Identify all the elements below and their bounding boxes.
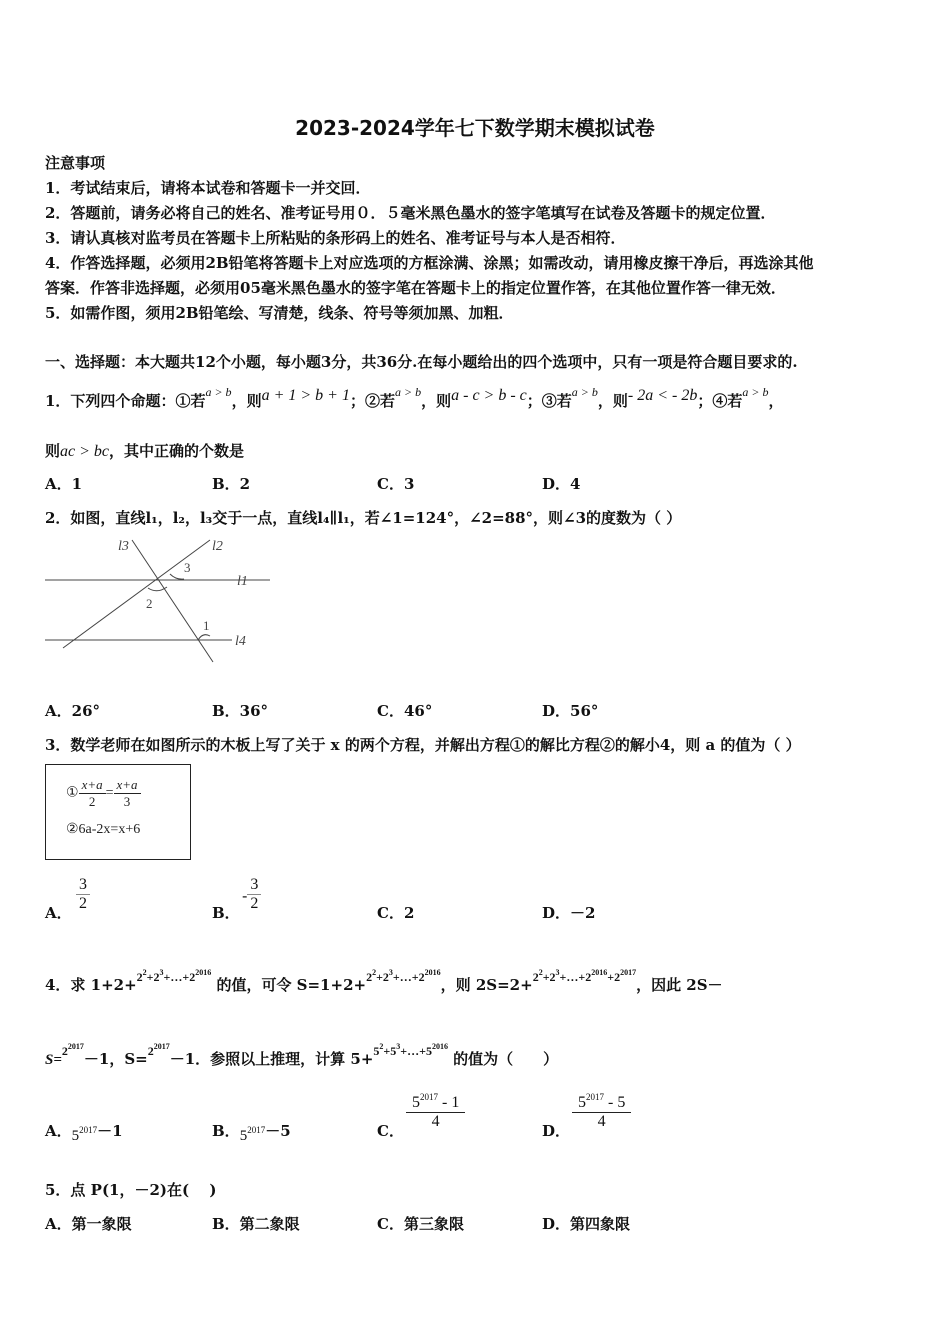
q4-text: －1，S=	[83, 1050, 148, 1068]
label-angle-1: 1	[203, 618, 210, 633]
angle-1-arc	[198, 635, 210, 640]
q4-power: 22017	[61, 1042, 84, 1058]
q1-math: ac > bc	[60, 443, 110, 460]
label-l4: l4	[235, 634, 246, 649]
label-angle-3: 3	[184, 560, 191, 575]
q3-b-frac	[247, 876, 261, 913]
q4-plus: +	[146, 970, 154, 984]
q1-text: 1．下列四个命题：①若	[45, 392, 206, 410]
q4-power: 53	[390, 1042, 401, 1058]
q3-a-num: 3	[76, 876, 90, 895]
q1-math: a > b	[742, 385, 769, 399]
q2-option-d[interactable]: D．56°	[542, 702, 599, 720]
question-3-text: 3．数学老师在如图所示的木板上写了关于 x 的两个方程，并解出方程①的解比方程②的解小4，则 a 的值为（ ）	[45, 736, 801, 754]
notice-item: 2．答题前，请务必将自己的姓名、准考证号用０．５毫米黑色墨水的签字笔填写在试卷及答题卡的规定位置．	[45, 204, 776, 222]
label-l2: l2	[212, 539, 223, 554]
q4-power: 22016	[189, 968, 212, 984]
q2-option-a[interactable]: A．26°	[45, 702, 101, 720]
q4-d-num: $5^{2017} - 5$	[572, 1094, 631, 1113]
eq1-right-den: 3	[123, 794, 131, 809]
q4-option-c-value[interactable]	[406, 1094, 465, 1131]
q4-power: 22017	[614, 968, 637, 984]
label-l1: l1	[237, 574, 248, 589]
eq1-right-num: x+a	[114, 777, 141, 794]
q1-math: a > b	[571, 385, 598, 399]
q4-b-power: $5^{2017}$	[239, 1125, 266, 1144]
eq1-mark: ①	[66, 785, 79, 801]
question-2-text: 2．如图，直线l₁，l₂，l₃交于一点，直线l₄∥l₁，若∠1=124°，∠2=88°，则∠3的度数为（ ）	[45, 509, 682, 527]
q4-a-label: A．	[45, 1122, 72, 1140]
q1-text: ，则	[231, 392, 262, 410]
q5-option-d[interactable]: D．第四象限	[542, 1215, 631, 1233]
page-title: 2023-2024学年七下数学期末模拟试卷	[295, 116, 655, 140]
q4-option-d-label[interactable]: D．	[542, 1122, 571, 1140]
q4-power: 22	[366, 968, 377, 984]
question-1-line1	[45, 385, 784, 411]
q4-text: ，则 2S=2+	[440, 976, 533, 994]
q4-c-frac	[406, 1094, 465, 1131]
notice-item: 1．考试结束后，请将本试卷和答题卡一并交回．	[45, 179, 371, 197]
q3-option-d[interactable]: D．－2	[542, 904, 596, 922]
q1-text: 则	[45, 442, 61, 460]
q4-text: 4．求 1+2+	[45, 976, 137, 994]
q1-option-a[interactable]: A．1	[45, 475, 83, 493]
q4-power: 22016	[585, 968, 608, 984]
question-1-line2	[45, 440, 244, 461]
q4-text: 的值，可令 S=1+2+	[216, 976, 367, 994]
q3-option-a-value[interactable]	[76, 876, 90, 913]
q4-power: 22	[532, 968, 543, 984]
q4-a-tail: －1	[97, 1122, 123, 1140]
q3-option-b-value[interactable]	[242, 876, 261, 913]
line-l2	[63, 540, 210, 648]
q4-dots: +…+	[559, 970, 586, 984]
q4-power: 52	[373, 1042, 384, 1058]
q4-plus: +	[607, 970, 615, 984]
q4-plus: +	[376, 970, 383, 984]
eq1-equals: =	[105, 785, 114, 801]
q4-b-label: B．	[212, 1122, 240, 1140]
q1-math: a - c > b - c	[451, 387, 527, 404]
eq1-left-num: x+a	[79, 777, 106, 794]
q4-d-frac	[572, 1094, 631, 1131]
q3-a-den: 2	[79, 895, 87, 912]
q4-power: 23	[549, 968, 560, 984]
notice-item: 5．如需作图，须用2B铅笔绘、写清楚，线条、符号等须加黑、加粗．	[45, 304, 514, 322]
q2-figure	[40, 530, 270, 670]
section-heading: 一、选择题：本大题共12个小题，每小题3分，共36分.在每小题给出的四个选项中，只有一项是符合题目要求的.	[45, 353, 798, 371]
q1-text: ；④若	[697, 392, 743, 410]
q4-option-c-label[interactable]: C．	[377, 1122, 404, 1140]
q4-power: 22017	[147, 1042, 170, 1058]
q4-c-den: 4	[431, 1113, 440, 1130]
q2-option-b[interactable]: B．36°	[212, 702, 269, 720]
q4-power: 22	[136, 968, 147, 984]
notice-item: 3．请认真核对监考员在答题卡上所粘贴的条形码上的姓名、准考证号与本人是否相符．	[45, 229, 626, 247]
q1-math: a > b	[394, 385, 422, 399]
q1-text: ，则	[597, 392, 628, 410]
q4-plus: +	[383, 1044, 391, 1058]
q1-math: - 2a < - 2b	[627, 387, 698, 404]
q4-text: S=	[45, 1052, 62, 1068]
q4-option-a[interactable]	[45, 1120, 123, 1144]
notice-heading: 注意事项	[45, 154, 106, 172]
q4-power: 22016	[418, 968, 441, 984]
q4-option-d-value[interactable]	[572, 1094, 631, 1131]
q1-text: ；③若	[526, 392, 572, 410]
label-l3: l3	[118, 539, 129, 554]
board-eq2: ②6a-2x=x+6	[66, 822, 141, 837]
q4-c-num: $5^{2017} - 1$	[406, 1094, 465, 1113]
q3-a-frac	[76, 876, 90, 913]
eq1-right-frac	[114, 777, 141, 810]
q4-plus: +	[542, 970, 550, 984]
q5-option-a[interactable]: A．第一象限	[45, 1215, 132, 1233]
q4-power: 23	[153, 968, 164, 984]
board-eq1	[66, 777, 141, 810]
q3-option-a-label[interactable]: A．	[45, 904, 72, 922]
q4-d-den: 4	[597, 1113, 606, 1130]
question-4-line2	[45, 1042, 559, 1069]
q4-option-b[interactable]	[212, 1120, 291, 1144]
question-5-text: 5．点 P(1，－2)在( )	[45, 1181, 217, 1199]
q1-text: ；②若	[349, 392, 395, 410]
q5-option-b[interactable]: B．第二象限	[212, 1215, 300, 1233]
eq1-left-den: 2	[88, 794, 96, 809]
line-l3	[132, 540, 213, 662]
q3-b-num: 3	[247, 876, 261, 895]
notice-item: 答案．作答非选择题，必须用05毫米黑色墨水的签字笔在答题卡上的指定位置作答，在其他位置作答一律无效．	[45, 279, 786, 297]
q1-text: ，	[768, 392, 784, 410]
q1-math: a > b	[205, 385, 232, 399]
q4-power: 52016	[425, 1042, 448, 1058]
notice-item: 4．作答选择题，必须用2B铅笔将答题卡上对应选项的方框涂满、涂黑；如需改动，请用橡皮擦干净后，再选涂其他	[45, 254, 814, 272]
q4-power: 23	[382, 968, 393, 984]
q1-option-c[interactable]: C．3	[377, 475, 415, 493]
q4-text: ，因此 2S－	[636, 976, 723, 994]
q3-b-den: 2	[250, 895, 259, 912]
q4-dots: +…+	[163, 970, 190, 984]
q1-option-d[interactable]: D．4	[542, 475, 581, 493]
question-4-line1	[45, 968, 723, 995]
q4-text: 的值为（ ）	[453, 1050, 559, 1068]
eq1-left-frac	[79, 777, 106, 810]
q4-text: －1．参照以上推理，计算 5+	[169, 1050, 374, 1068]
label-angle-2: 2	[146, 596, 153, 611]
q3-b-sign: -	[242, 886, 248, 905]
q1-option-b[interactable]: B．2	[212, 475, 251, 493]
q1-text: ，则	[421, 392, 452, 410]
q4-b-tail: －5	[265, 1122, 291, 1140]
q3-option-c[interactable]: C．2	[377, 904, 415, 922]
q3-board	[45, 764, 191, 860]
q3-option-b-label[interactable]: B．	[212, 904, 240, 922]
q1-text: ，其中正确的个数是	[109, 442, 245, 460]
q5-option-c[interactable]: C．第三象限	[377, 1215, 464, 1233]
q4-dots: +…+	[400, 1044, 426, 1058]
q1-math: a + 1 > b + 1	[261, 387, 350, 404]
angle-3-arc	[170, 574, 184, 579]
q4-dots: +…+	[392, 970, 419, 984]
q2-option-c[interactable]: C．46°	[377, 702, 433, 720]
q4-a-power: $5^{2017}$	[71, 1125, 98, 1144]
